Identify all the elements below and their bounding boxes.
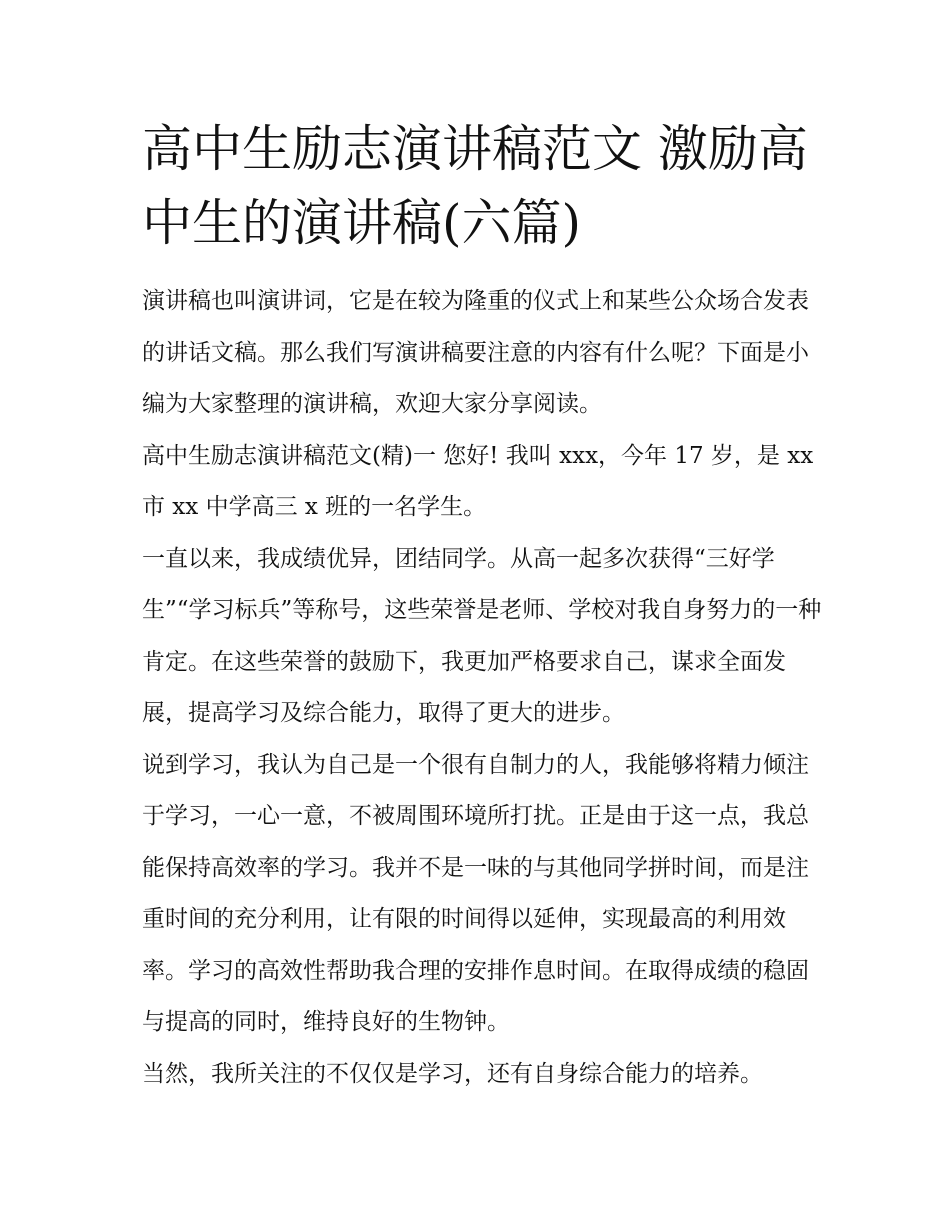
paragraph-achievements: 一直以来，我成绩优异，团结同学。从高一起多次获得“三好学生”“学习标兵”等称号，这些荣誉是老师、学校对我自身努力的一种肯定。在这些荣誉的鼓励下，我更加严格要求自己，谋求全面发展，提高学习及综合能力，取得了更大的进步。	[142, 545, 822, 726]
paragraph-greeting: 高中生励志演讲稿范文(精)一 您好! 我叫 xxx，今年 17 岁，是 xx 市 xx 中学高三 x 班的一名学生。	[142, 442, 814, 520]
document-title: 高中生励志演讲稿范文 激励高中生的演讲稿(六篇)	[142, 120, 808, 252]
paragraph-study: 说到学习，我认为自己是一个很有自制力的人，我能够将精力倾注于学习，一心一意，不被周围环境所打扰。正是由于这一点，我总能保持高效率的学习。我并不是一味的与其他同学拼时间，而是注重时间的充分利用，让有限的时间得以延伸，实现最高的利用效率。学习的高效性帮助我合理的安排作息时间。在取得成绩的稳固与提高的同时，维持良好的生物钟。	[142, 751, 809, 1035]
paragraph-abilities: 当然，我所关注的不仅仅是学习，还有自身综合能力的培养。	[142, 1060, 763, 1087]
paragraph-intro: 演讲稿也叫演讲词，它是在较为隆重的仪式上和某些公众场合发表的讲话文稿。那么我们写演讲稿要注意的内容有什么呢？下面是小编为大家整理的演讲稿，欢迎大家分享阅读。	[142, 288, 809, 417]
document-body	[142, 276, 822, 1100]
